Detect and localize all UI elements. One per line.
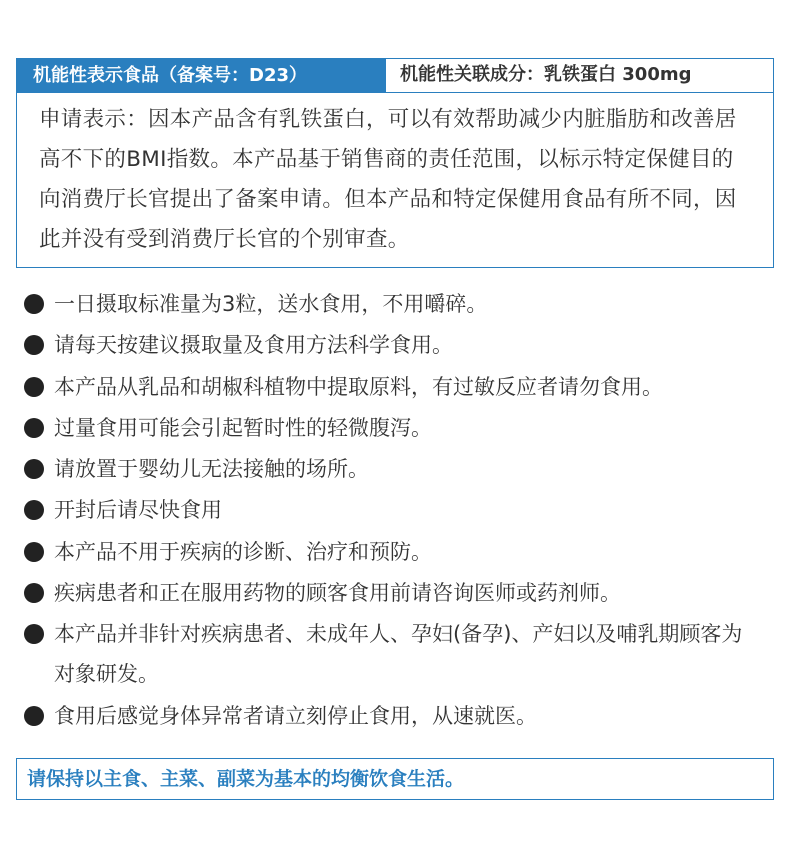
caution-text: 过量食用可能会引起暂时性的轻微腹泻。 xyxy=(54,415,432,440)
caution-item xyxy=(22,490,762,530)
caution-text: 一日摄取标准量为3粒，送水食用，不用嚼碎。 xyxy=(54,292,488,316)
caution-list xyxy=(22,284,762,737)
bullet-dot-icon xyxy=(24,459,44,479)
caution-item xyxy=(22,408,762,448)
caution-item xyxy=(22,325,762,365)
bullet-dot-icon xyxy=(24,335,44,355)
caution-text: 食用后感觉身体异常者请立刻停止食用，从速就医。 xyxy=(54,703,537,728)
caution-text: 本产品从乳品和胡椒科植物中提取原料，有过敏反应者请勿食用。 xyxy=(54,374,663,399)
bullet-dot-icon xyxy=(24,583,44,603)
bullet-dot-icon xyxy=(24,418,44,438)
caution-item xyxy=(22,573,762,613)
caution-item xyxy=(22,614,762,694)
info-header xyxy=(17,59,773,93)
bullet-dot-icon xyxy=(24,500,44,520)
caution-text: 本产品不用于疾病的诊断、治疗和预防。 xyxy=(54,539,432,564)
bullet-dot-icon xyxy=(24,706,44,726)
balanced-diet-notice: 请保持以主食、主菜、副菜为基本的均衡饮食生活。 xyxy=(16,758,774,800)
application-notice-text: 申请表示：因本产品含有乳铁蛋白，可以有效帮助减少内脏脂肪和改善居高不下的BMI指数。本产品基于销售商的责任范围，以标示特定保健目的向消费厅长官提出了备案申请。但本产品和特定保健用食品有所不同，因此并没有受到消费厅长官的个别审查。 xyxy=(39,107,737,252)
functional-food-info-box xyxy=(16,58,774,268)
registration-label: 机能性表示食品（备案号：D23） xyxy=(17,59,385,93)
bullet-dot-icon xyxy=(24,294,44,314)
caution-text: 疾病患者和正在服用药物的顾客食用前请咨询医师或药剂师。 xyxy=(54,581,621,606)
bullet-dot-icon xyxy=(24,377,44,397)
bullet-dot-icon xyxy=(24,624,44,644)
caution-item xyxy=(22,284,762,324)
related-ingredient-label: 机能性关联成分：乳铁蛋白 300mg xyxy=(385,59,773,93)
caution-item xyxy=(22,696,762,736)
caution-text: 本产品并非针对疾病患者、未成年人、孕妇(备孕)、产妇以及哺乳期顾客为对象研发。 xyxy=(54,622,743,687)
caution-item xyxy=(22,367,762,407)
bullet-dot-icon xyxy=(24,542,44,562)
caution-text: 开封后请尽快食用 xyxy=(54,498,222,523)
caution-text: 请每天按建议摄取量及食用方法科学食用。 xyxy=(54,333,453,358)
caution-item xyxy=(22,449,762,489)
caution-item xyxy=(22,532,762,572)
caution-text: 请放置于婴幼儿无法接触的场所。 xyxy=(54,457,369,482)
